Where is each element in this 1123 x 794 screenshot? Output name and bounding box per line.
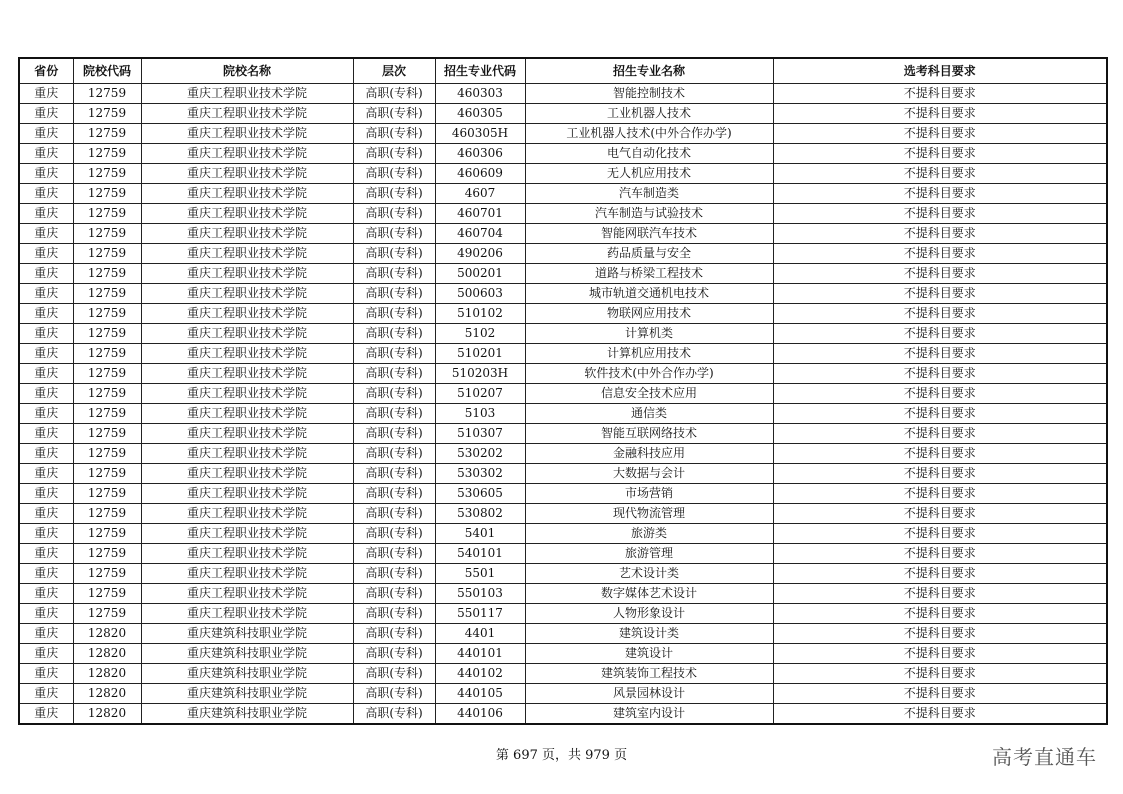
cell-school-name: 重庆工程职业技术学院	[141, 224, 353, 244]
header-major-code: 招生专业代码	[435, 58, 525, 84]
table-row	[19, 644, 1107, 664]
cell-school-name: 重庆工程职业技术学院	[141, 544, 353, 564]
cell-major-name: 建筑装饰工程技术	[525, 664, 773, 684]
cell-school-name: 重庆工程职业技术学院	[141, 204, 353, 224]
cell-level: 高职(专科)	[353, 124, 435, 144]
cell-subject-requirement: 不提科目要求	[773, 444, 1107, 464]
table-row	[19, 524, 1107, 544]
cell-subject-requirement: 不提科目要求	[773, 684, 1107, 704]
cell-subject-requirement: 不提科目要求	[773, 564, 1107, 584]
cell-province: 重庆	[19, 584, 73, 604]
cell-province: 重庆	[19, 464, 73, 484]
cell-school-code: 12759	[73, 184, 141, 204]
cell-subject-requirement: 不提科目要求	[773, 504, 1107, 524]
cell-major-code: 510307	[435, 424, 525, 444]
cell-major-code: 440106	[435, 704, 525, 725]
cell-level: 高职(专科)	[353, 284, 435, 304]
cell-school-code: 12759	[73, 124, 141, 144]
cell-major-code: 550117	[435, 604, 525, 624]
cell-province: 重庆	[19, 704, 73, 725]
cell-province: 重庆	[19, 84, 73, 104]
cell-subject-requirement: 不提科目要求	[773, 324, 1107, 344]
cell-level: 高职(专科)	[353, 224, 435, 244]
cell-level: 高职(专科)	[353, 684, 435, 704]
cell-subject-requirement: 不提科目要求	[773, 304, 1107, 324]
admission-table-container	[18, 57, 1106, 725]
cell-subject-requirement: 不提科目要求	[773, 284, 1107, 304]
cell-major-name: 物联网应用技术	[525, 304, 773, 324]
cell-school-name: 重庆工程职业技术学院	[141, 404, 353, 424]
header-level: 层次	[353, 58, 435, 84]
cell-school-code: 12759	[73, 204, 141, 224]
cell-school-name: 重庆工程职业技术学院	[141, 124, 353, 144]
cell-school-name: 重庆工程职业技术学院	[141, 364, 353, 384]
cell-major-name: 电气自动化技术	[525, 144, 773, 164]
table-row	[19, 444, 1107, 464]
cell-province: 重庆	[19, 284, 73, 304]
cell-level: 高职(专科)	[353, 364, 435, 384]
cell-major-code: 510207	[435, 384, 525, 404]
cell-province: 重庆	[19, 104, 73, 124]
cell-province: 重庆	[19, 344, 73, 364]
cell-province: 重庆	[19, 564, 73, 584]
cell-major-name: 建筑设计	[525, 644, 773, 664]
cell-school-name: 重庆工程职业技术学院	[141, 284, 353, 304]
cell-level: 高职(专科)	[353, 544, 435, 564]
table-row	[19, 124, 1107, 144]
table-row	[19, 624, 1107, 644]
cell-major-code: 460701	[435, 204, 525, 224]
cell-major-name: 工业机器人技术(中外合作办学)	[525, 124, 773, 144]
table-row	[19, 304, 1107, 324]
cell-school-code: 12759	[73, 384, 141, 404]
cell-major-code: 5501	[435, 564, 525, 584]
cell-school-code: 12759	[73, 524, 141, 544]
cell-school-code: 12759	[73, 224, 141, 244]
table-row	[19, 164, 1107, 184]
table-row	[19, 364, 1107, 384]
cell-school-code: 12759	[73, 584, 141, 604]
cell-level: 高职(专科)	[353, 184, 435, 204]
table-row	[19, 584, 1107, 604]
cell-province: 重庆	[19, 324, 73, 344]
cell-school-code: 12759	[73, 444, 141, 464]
cell-school-name: 重庆工程职业技术学院	[141, 504, 353, 524]
cell-major-name: 市场营销	[525, 484, 773, 504]
header-school-name: 院校名称	[141, 58, 353, 84]
cell-subject-requirement: 不提科目要求	[773, 704, 1107, 725]
table-row	[19, 424, 1107, 444]
cell-subject-requirement: 不提科目要求	[773, 484, 1107, 504]
table-row	[19, 704, 1107, 725]
cell-level: 高职(专科)	[353, 444, 435, 464]
cell-level: 高职(专科)	[353, 664, 435, 684]
watermark-text: 高考直通车	[992, 745, 1097, 769]
cell-subject-requirement: 不提科目要求	[773, 584, 1107, 604]
cell-school-name: 重庆工程职业技术学院	[141, 524, 353, 544]
cell-major-name: 金融科技应用	[525, 444, 773, 464]
cell-province: 重庆	[19, 164, 73, 184]
admission-table	[18, 57, 1108, 725]
table-header-row	[19, 58, 1107, 84]
cell-school-name: 重庆工程职业技术学院	[141, 344, 353, 364]
table-row	[19, 84, 1107, 104]
cell-major-name: 旅游管理	[525, 544, 773, 564]
cell-major-name: 数字媒体艺术设计	[525, 584, 773, 604]
cell-school-name: 重庆工程职业技术学院	[141, 184, 353, 204]
cell-subject-requirement: 不提科目要求	[773, 124, 1107, 144]
cell-major-name: 艺术设计类	[525, 564, 773, 584]
cell-level: 高职(专科)	[353, 484, 435, 504]
cell-major-name: 计算机类	[525, 324, 773, 344]
cell-level: 高职(专科)	[353, 564, 435, 584]
cell-subject-requirement: 不提科目要求	[773, 524, 1107, 544]
cell-subject-requirement: 不提科目要求	[773, 164, 1107, 184]
cell-subject-requirement: 不提科目要求	[773, 344, 1107, 364]
cell-school-name: 重庆工程职业技术学院	[141, 324, 353, 344]
cell-level: 高职(专科)	[353, 384, 435, 404]
cell-major-code: 510203H	[435, 364, 525, 384]
cell-major-name: 道路与桥梁工程技术	[525, 264, 773, 284]
cell-level: 高职(专科)	[353, 524, 435, 544]
cell-major-code: 460306	[435, 144, 525, 164]
cell-school-name: 重庆工程职业技术学院	[141, 444, 353, 464]
cell-province: 重庆	[19, 604, 73, 624]
cell-level: 高职(专科)	[353, 144, 435, 164]
cell-major-name: 智能控制技术	[525, 84, 773, 104]
cell-province: 重庆	[19, 304, 73, 324]
cell-school-code: 12759	[73, 144, 141, 164]
cell-school-name: 重庆工程职业技术学院	[141, 584, 353, 604]
table-row	[19, 604, 1107, 624]
cell-school-code: 12759	[73, 404, 141, 424]
cell-school-name: 重庆工程职业技术学院	[141, 304, 353, 324]
cell-province: 重庆	[19, 504, 73, 524]
cell-school-code: 12759	[73, 324, 141, 344]
cell-major-name: 通信类	[525, 404, 773, 424]
cell-province: 重庆	[19, 684, 73, 704]
cell-school-code: 12759	[73, 604, 141, 624]
cell-province: 重庆	[19, 404, 73, 424]
cell-province: 重庆	[19, 204, 73, 224]
cell-major-code: 440101	[435, 644, 525, 664]
cell-major-code: 550103	[435, 584, 525, 604]
table-row	[19, 324, 1107, 344]
cell-level: 高职(专科)	[353, 584, 435, 604]
cell-province: 重庆	[19, 544, 73, 564]
cell-major-name: 工业机器人技术	[525, 104, 773, 124]
cell-school-name: 重庆工程职业技术学院	[141, 104, 353, 124]
cell-level: 高职(专科)	[353, 464, 435, 484]
cell-school-name: 重庆工程职业技术学院	[141, 84, 353, 104]
cell-major-code: 460609	[435, 164, 525, 184]
cell-subject-requirement: 不提科目要求	[773, 264, 1107, 284]
cell-province: 重庆	[19, 244, 73, 264]
cell-school-code: 12759	[73, 284, 141, 304]
cell-province: 重庆	[19, 224, 73, 244]
cell-level: 高职(专科)	[353, 624, 435, 644]
cell-province: 重庆	[19, 624, 73, 644]
cell-major-code: 510102	[435, 304, 525, 324]
cell-province: 重庆	[19, 484, 73, 504]
cell-major-name: 建筑室内设计	[525, 704, 773, 725]
cell-major-name: 人物形象设计	[525, 604, 773, 624]
cell-school-name: 重庆工程职业技术学院	[141, 244, 353, 264]
cell-level: 高职(专科)	[353, 164, 435, 184]
table-row	[19, 544, 1107, 564]
cell-school-name: 重庆建筑科技职业学院	[141, 664, 353, 684]
page-number: 第 697 页，共 979 页	[495, 748, 628, 763]
cell-school-name: 重庆工程职业技术学院	[141, 264, 353, 284]
cell-school-name: 重庆工程职业技术学院	[141, 564, 353, 584]
cell-subject-requirement: 不提科目要求	[773, 404, 1107, 424]
cell-school-code: 12759	[73, 104, 141, 124]
cell-school-code: 12759	[73, 304, 141, 324]
cell-school-code: 12759	[73, 544, 141, 564]
cell-province: 重庆	[19, 364, 73, 384]
cell-major-name: 智能网联汽车技术	[525, 224, 773, 244]
cell-major-code: 460305	[435, 104, 525, 124]
cell-level: 高职(专科)	[353, 304, 435, 324]
cell-subject-requirement: 不提科目要求	[773, 604, 1107, 624]
cell-school-code: 12759	[73, 344, 141, 364]
cell-school-code: 12820	[73, 664, 141, 684]
table-row	[19, 104, 1107, 124]
cell-province: 重庆	[19, 384, 73, 404]
cell-school-name: 重庆工程职业技术学院	[141, 604, 353, 624]
cell-subject-requirement: 不提科目要求	[773, 664, 1107, 684]
cell-province: 重庆	[19, 444, 73, 464]
table-row	[19, 244, 1107, 264]
cell-major-name: 汽车制造与试验技术	[525, 204, 773, 224]
cell-subject-requirement: 不提科目要求	[773, 644, 1107, 664]
cell-subject-requirement: 不提科目要求	[773, 384, 1107, 404]
cell-major-name: 旅游类	[525, 524, 773, 544]
cell-level: 高职(专科)	[353, 324, 435, 344]
cell-province: 重庆	[19, 644, 73, 664]
cell-subject-requirement: 不提科目要求	[773, 84, 1107, 104]
cell-major-name: 计算机应用技术	[525, 344, 773, 364]
cell-school-name: 重庆建筑科技职业学院	[141, 684, 353, 704]
header-province: 省份	[19, 58, 73, 84]
cell-major-name: 汽车制造类	[525, 184, 773, 204]
cell-level: 高职(专科)	[353, 204, 435, 224]
cell-level: 高职(专科)	[353, 264, 435, 284]
cell-major-code: 460704	[435, 224, 525, 244]
table-row	[19, 204, 1107, 224]
table-row	[19, 464, 1107, 484]
cell-major-code: 490206	[435, 244, 525, 264]
header-major-name: 招生专业名称	[525, 58, 773, 84]
cell-level: 高职(专科)	[353, 424, 435, 444]
cell-school-code: 12759	[73, 264, 141, 284]
cell-school-code: 12759	[73, 84, 141, 104]
cell-level: 高职(专科)	[353, 404, 435, 424]
cell-school-name: 重庆工程职业技术学院	[141, 144, 353, 164]
cell-major-name: 智能互联网络技术	[525, 424, 773, 444]
cell-province: 重庆	[19, 184, 73, 204]
cell-province: 重庆	[19, 424, 73, 444]
cell-school-name: 重庆建筑科技职业学院	[141, 704, 353, 725]
cell-major-code: 460305H	[435, 124, 525, 144]
cell-level: 高职(专科)	[353, 84, 435, 104]
cell-school-code: 12759	[73, 164, 141, 184]
cell-level: 高职(专科)	[353, 704, 435, 725]
table-row	[19, 404, 1107, 424]
cell-school-code: 12759	[73, 424, 141, 444]
cell-subject-requirement: 不提科目要求	[773, 184, 1107, 204]
cell-major-name: 城市轨道交通机电技术	[525, 284, 773, 304]
table-row	[19, 344, 1107, 364]
cell-province: 重庆	[19, 124, 73, 144]
table-row	[19, 564, 1107, 584]
cell-province: 重庆	[19, 144, 73, 164]
cell-school-code: 12759	[73, 464, 141, 484]
cell-school-name: 重庆工程职业技术学院	[141, 384, 353, 404]
cell-major-code: 5103	[435, 404, 525, 424]
cell-level: 高职(专科)	[353, 244, 435, 264]
cell-major-name: 软件技术(中外合作办学)	[525, 364, 773, 384]
table-row	[19, 224, 1107, 244]
cell-major-code: 530302	[435, 464, 525, 484]
cell-major-code: 540101	[435, 544, 525, 564]
table-row	[19, 684, 1107, 704]
cell-school-code: 12759	[73, 564, 141, 584]
header-school-code: 院校代码	[73, 58, 141, 84]
cell-school-code: 12820	[73, 684, 141, 704]
cell-subject-requirement: 不提科目要求	[773, 204, 1107, 224]
cell-school-name: 重庆工程职业技术学院	[141, 464, 353, 484]
cell-major-code: 440102	[435, 664, 525, 684]
cell-school-code: 12820	[73, 624, 141, 644]
cell-major-code: 4401	[435, 624, 525, 644]
table-row	[19, 144, 1107, 164]
cell-level: 高职(专科)	[353, 344, 435, 364]
cell-subject-requirement: 不提科目要求	[773, 424, 1107, 444]
cell-subject-requirement: 不提科目要求	[773, 624, 1107, 644]
cell-major-code: 500201	[435, 264, 525, 284]
cell-major-name: 信息安全技术应用	[525, 384, 773, 404]
table-row	[19, 664, 1107, 684]
table-row	[19, 384, 1107, 404]
table-row	[19, 504, 1107, 524]
cell-major-name: 无人机应用技术	[525, 164, 773, 184]
cell-major-code: 530202	[435, 444, 525, 464]
cell-major-code: 530802	[435, 504, 525, 524]
table-row	[19, 284, 1107, 304]
cell-major-code: 4607	[435, 184, 525, 204]
cell-school-name: 重庆建筑科技职业学院	[141, 644, 353, 664]
cell-major-code: 5102	[435, 324, 525, 344]
cell-major-name: 建筑设计类	[525, 624, 773, 644]
cell-subject-requirement: 不提科目要求	[773, 244, 1107, 264]
cell-major-code: 500603	[435, 284, 525, 304]
cell-major-name: 大数据与会计	[525, 464, 773, 484]
table-row	[19, 184, 1107, 204]
cell-subject-requirement: 不提科目要求	[773, 464, 1107, 484]
cell-level: 高职(专科)	[353, 604, 435, 624]
cell-major-code: 460303	[435, 84, 525, 104]
cell-major-code: 5401	[435, 524, 525, 544]
cell-school-code: 12759	[73, 484, 141, 504]
cell-province: 重庆	[19, 524, 73, 544]
cell-major-name: 现代物流管理	[525, 504, 773, 524]
cell-school-code: 12820	[73, 704, 141, 725]
cell-school-name: 重庆工程职业技术学院	[141, 484, 353, 504]
cell-subject-requirement: 不提科目要求	[773, 144, 1107, 164]
cell-school-name: 重庆工程职业技术学院	[141, 164, 353, 184]
header-subject-requirement: 选考科目要求	[773, 58, 1107, 84]
cell-subject-requirement: 不提科目要求	[773, 544, 1107, 564]
cell-province: 重庆	[19, 664, 73, 684]
cell-school-code: 12759	[73, 244, 141, 264]
table-row	[19, 264, 1107, 284]
cell-major-name: 风景园林设计	[525, 684, 773, 704]
table-row	[19, 484, 1107, 504]
cell-level: 高职(专科)	[353, 644, 435, 664]
cell-level: 高职(专科)	[353, 504, 435, 524]
cell-subject-requirement: 不提科目要求	[773, 224, 1107, 244]
cell-school-code: 12820	[73, 644, 141, 664]
cell-school-name: 重庆建筑科技职业学院	[141, 624, 353, 644]
cell-subject-requirement: 不提科目要求	[773, 364, 1107, 384]
cell-major-code: 440105	[435, 684, 525, 704]
cell-school-code: 12759	[73, 504, 141, 524]
cell-subject-requirement: 不提科目要求	[773, 104, 1107, 124]
cell-major-code: 530605	[435, 484, 525, 504]
cell-major-code: 510201	[435, 344, 525, 364]
cell-school-name: 重庆工程职业技术学院	[141, 424, 353, 444]
table-body	[19, 84, 1107, 725]
cell-level: 高职(专科)	[353, 104, 435, 124]
cell-school-code: 12759	[73, 364, 141, 384]
cell-major-name: 药品质量与安全	[525, 244, 773, 264]
cell-province: 重庆	[19, 264, 73, 284]
